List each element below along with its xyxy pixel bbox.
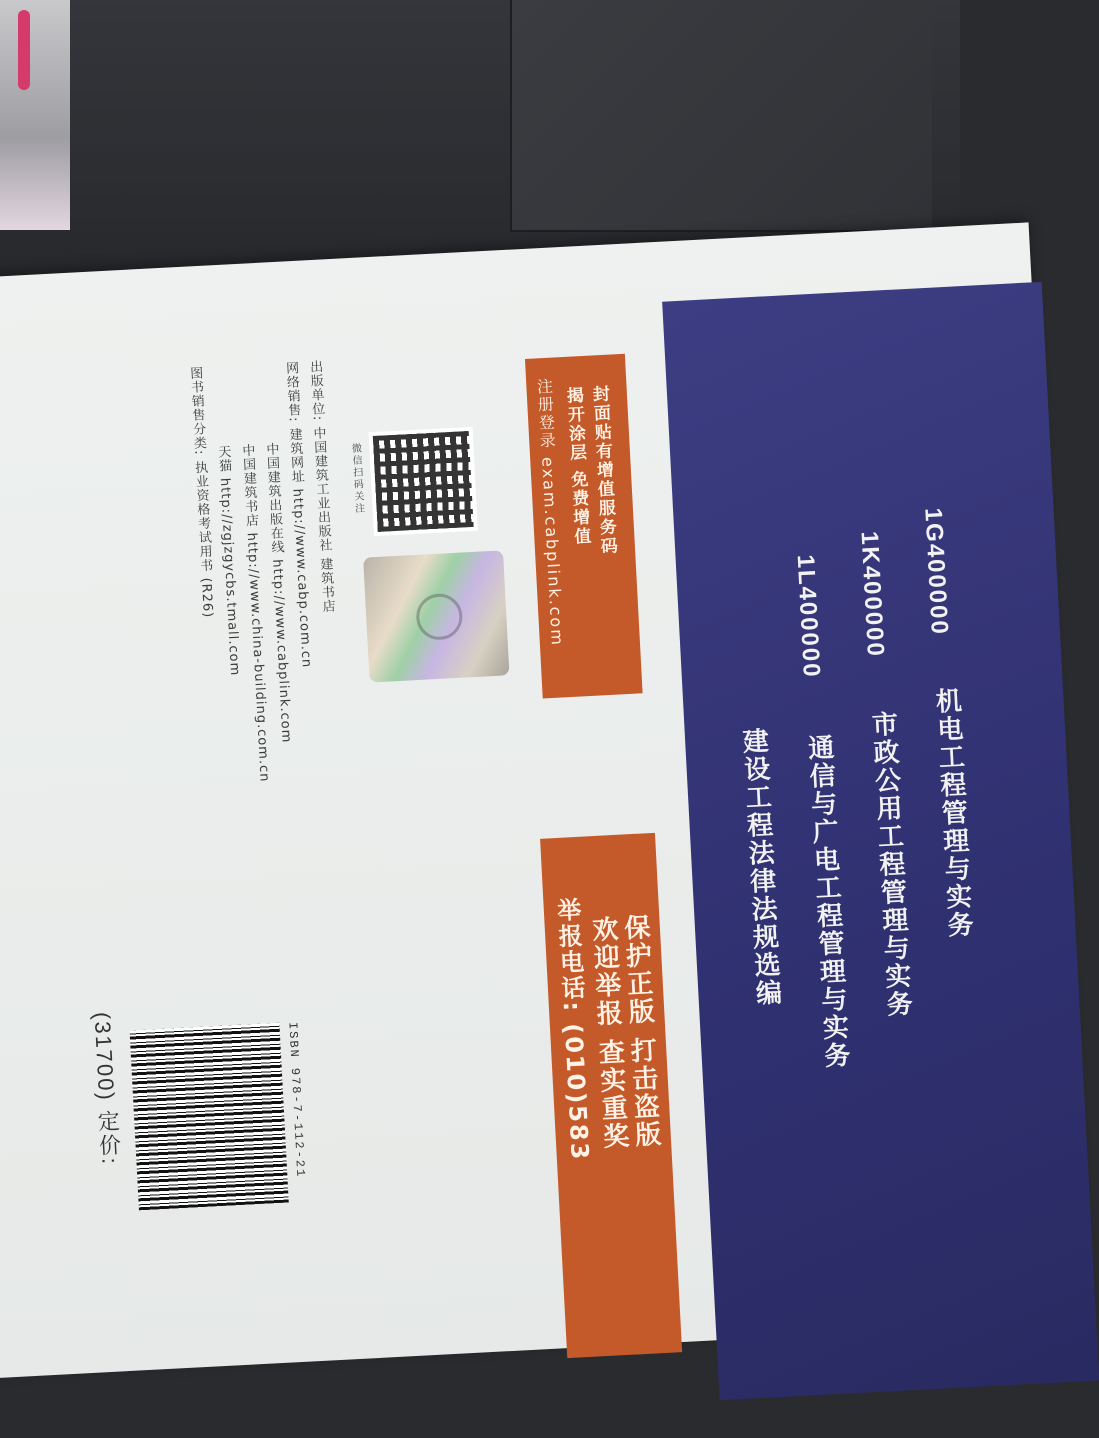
subject-title-2: 市政公用工程管理与实务 (866, 709, 913, 1020)
publisher-line-6: 图书销售分类: 执业资格考试用书 (R26) (186, 365, 216, 619)
anti-piracy-line-3: 举报电话: (010)583 (552, 896, 594, 1163)
publisher-line-2: 网络销售: 建筑网址 http://www.cabp.com.cn (282, 360, 314, 669)
publisher-line-5: 天猫 http://zgjzgycbs.tmall.com (215, 444, 243, 677)
subject-title-1: 机电工程管理与实务 (930, 686, 974, 940)
anti-piracy-line-1: 保护正版 打击盗版 (619, 913, 662, 1150)
clip-pin (18, 10, 30, 90)
subject-code-3: 1L400000 (791, 553, 826, 680)
subject-code-1: 1G400000 (919, 507, 953, 637)
isbn-text: ISBN 978-7-112-21 (285, 1021, 308, 1179)
anti-piracy-line-2: 欢迎举报 查实重奖 (587, 914, 630, 1152)
value-added-line-1: 封面贴有增值服务码 (588, 384, 618, 557)
value-added-line-2: 揭开涂层 免费增值 (562, 385, 591, 547)
publisher-line-1: 出版单位: 中国建筑工业出版社 建筑书店 (306, 359, 335, 614)
binder-clip (0, 0, 70, 230)
qr-code (369, 427, 478, 536)
subject-code-2: 1K400000 (855, 530, 890, 659)
subject-title-4: 建设工程法律法规选编 (737, 726, 783, 1008)
anti-piracy-box (540, 833, 682, 1358)
publisher-line-3: 中国建筑出版在线 http://www.cabplink.com (262, 442, 294, 744)
hologram-sticker (363, 550, 509, 682)
publisher-line-4: 中国建筑书店 http://www.china-building.com.cn (239, 443, 272, 783)
barcode (130, 1023, 289, 1211)
value-added-line-3: 注册登录 exam.cabplink.com (533, 377, 568, 648)
book-back-cover (0, 222, 1086, 1378)
price-text: (31700) 定价: (89, 1011, 123, 1167)
qr-caption: 微信扫码关注 (349, 442, 364, 516)
subject-title-3: 通信与广电工程管理与实务 (803, 733, 851, 1071)
trackpad (510, 0, 932, 232)
value-added-code-box (525, 354, 643, 699)
subject-panel (662, 282, 1099, 1400)
hologram-seal-icon (415, 593, 463, 641)
